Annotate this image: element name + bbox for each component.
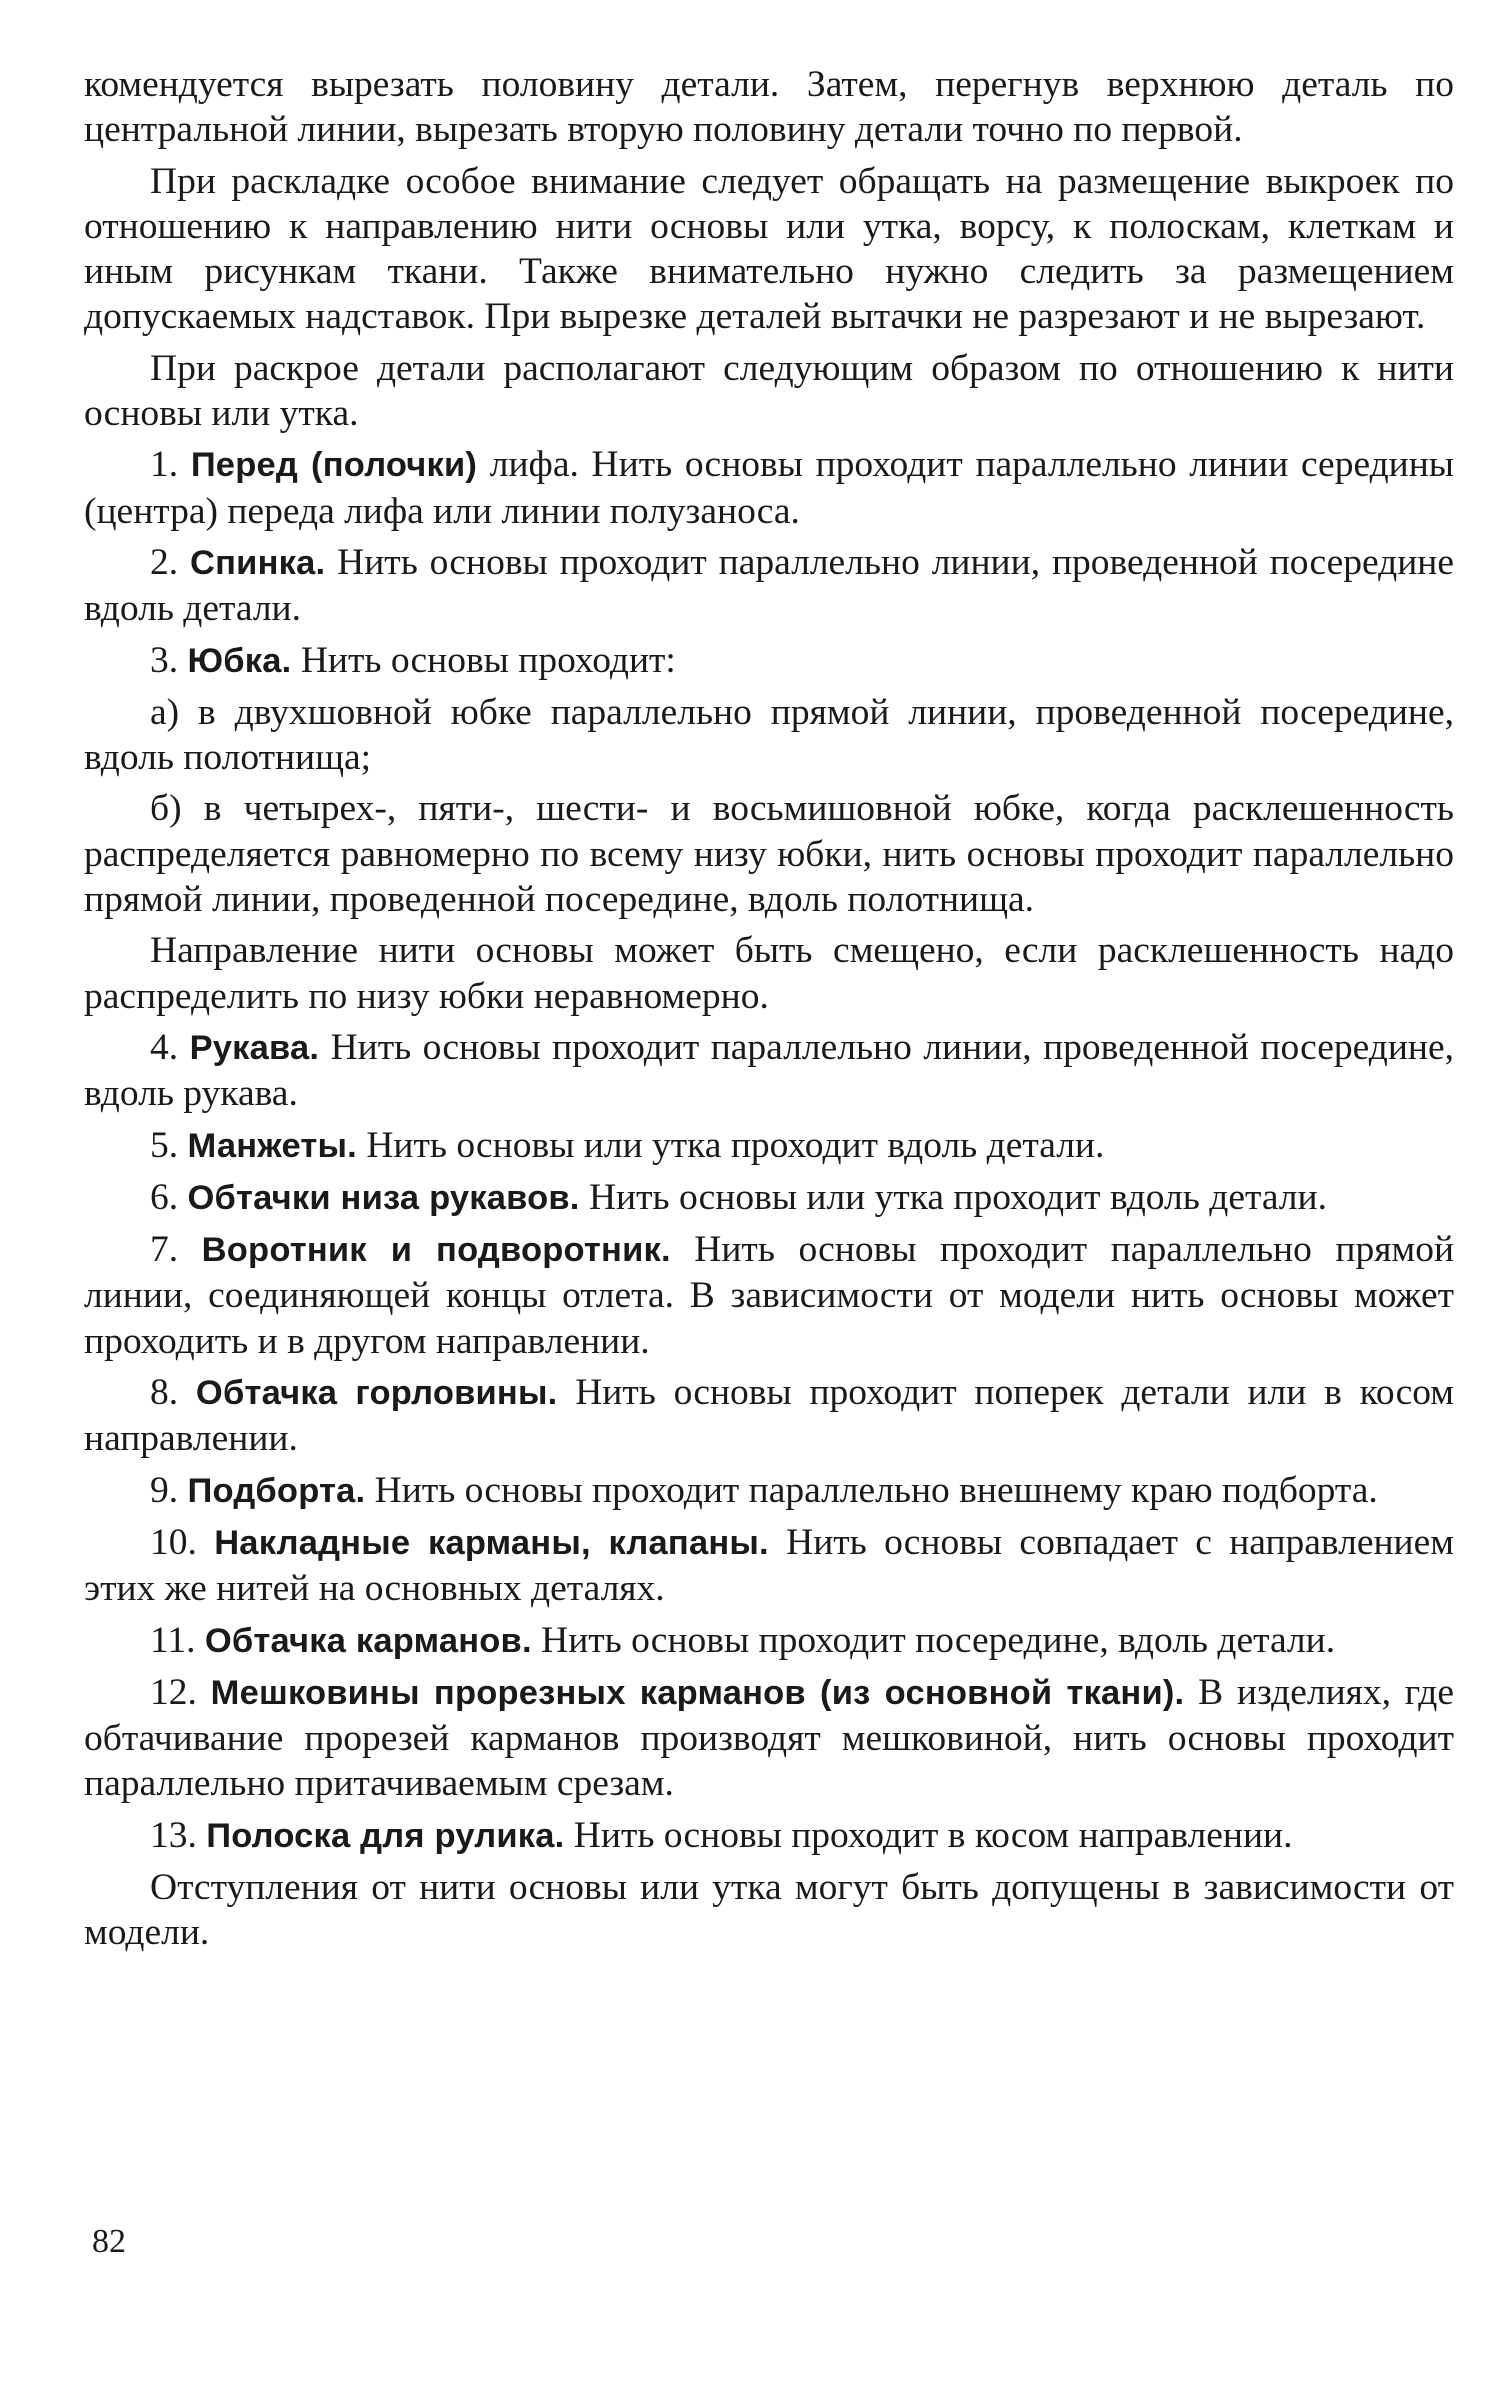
item-number: 11. bbox=[150, 1619, 196, 1661]
item-number: 8. bbox=[150, 1372, 179, 1414]
item-term: Обтачка карманов. bbox=[204, 1621, 532, 1660]
item-text: Нить основы проходит в косом направлении. bbox=[573, 1814, 1293, 1856]
item-number: 10. bbox=[150, 1521, 197, 1563]
item-text: Нить основы проходит параллельно внешнему краю подборта. bbox=[374, 1469, 1378, 1511]
item-number: 13. bbox=[150, 1814, 197, 1856]
item-term: Юбка. bbox=[187, 641, 292, 680]
list-item-2 bbox=[84, 540, 1454, 632]
item-term: Рукава. bbox=[189, 1028, 320, 1067]
item-text: лифа. Нить основы проходит параллельно линии середины (центра) переда лифа или линии полузаноса. bbox=[84, 444, 1455, 532]
item-text: В изделиях, где обтачивание прорезей карманов производят мешковиной, нить основы проходит параллельно притачиваемым срезам. bbox=[84, 1671, 1455, 1805]
paragraph-note bbox=[84, 928, 1454, 1019]
list-item-8 bbox=[84, 1370, 1454, 1462]
paragraph-text: б) в четырех-, пяти-, шести- и восьмишовной юбке, когда расклешенность распределяется равномерно по всему низу юбки, нить основы проходит параллельно прямой линии, проведенной посередине, вдоль полотнища. bbox=[84, 788, 1454, 921]
item-text: Нить основы или утка проходит вдоль детали. bbox=[366, 1124, 1105, 1166]
item-term: Мешковины прорезных карманов (из основной ткани). bbox=[210, 1673, 1185, 1712]
list-item-5 bbox=[84, 1123, 1454, 1169]
item-number: 5. bbox=[150, 1124, 179, 1166]
item-number: 1. bbox=[150, 444, 179, 486]
item-number: 9. bbox=[150, 1469, 179, 1511]
item-text: Нить основы проходит: bbox=[300, 639, 676, 681]
list-item-9 bbox=[84, 1468, 1454, 1514]
page-number: 82 bbox=[92, 2223, 126, 2260]
list-item-11 bbox=[84, 1618, 1454, 1664]
item-number: 7. bbox=[150, 1229, 179, 1271]
item-term: Обтачка горловины. bbox=[195, 1374, 558, 1413]
paragraph-text: Отступления от нити основы или утка могут быть допущены в зависимости от модели. bbox=[84, 1866, 1454, 1954]
list-item-3 bbox=[84, 638, 1454, 684]
item-text: Нить основы проходит посередине, вдоль детали. bbox=[541, 1619, 1336, 1661]
paragraph-text: Направление нити основы может быть смещено, если расклешенность надо распределить по низу юбки неравномерно. bbox=[84, 930, 1454, 1017]
item-term: Полоска для рулика. bbox=[206, 1816, 565, 1855]
item-text: Нить основы или утка проходит вдоль детали. bbox=[588, 1176, 1327, 1218]
paragraph-2 bbox=[84, 159, 1454, 340]
list-item-1 bbox=[84, 442, 1454, 534]
page-text bbox=[84, 62, 1454, 1962]
paragraph-text: а) в двухшовной юбке параллельно прямой линии, проведенной посередине, вдоль полотнища; bbox=[84, 691, 1454, 779]
paragraph-text: комендуется вырезать половину детали. Затем, перегнув верхнюю деталь по центральной линии, вырезать вторую половину детали точно по первой. bbox=[84, 64, 1454, 151]
item-text: Нить основы проходит поперек детали или в косом направлении. bbox=[84, 1372, 1455, 1460]
list-item-10 bbox=[84, 1520, 1454, 1612]
item-term: Спинка. bbox=[190, 543, 326, 582]
item-term: Накладные карманы, клапаны. bbox=[214, 1523, 769, 1562]
item-number: 12. bbox=[150, 1671, 197, 1713]
item-text: Нить основы проходит параллельно линии, проведенной посередине вдоль детали. bbox=[84, 541, 1454, 630]
paragraph-text: При раскладке особое внимание следует обращать на размещение выкроек по отношению к направлению нити основы или утка, ворсу, к полоскам, клеткам и иным рисункам ткани. Также внимательно нужно следить за размещением допускаемых надставок. При вырезке деталей вытачки не разрезают и не вырезают. bbox=[84, 160, 1454, 338]
list-item-12 bbox=[84, 1670, 1454, 1807]
item-number: 4. bbox=[150, 1026, 179, 1068]
item-text: Нить основы проходит параллельно прямой линии, соединяющей концы отлета. В зависимости от модели нить основы может проходить и в другом направлении. bbox=[84, 1229, 1455, 1362]
paragraph-3 bbox=[84, 346, 1454, 437]
list-item-6 bbox=[84, 1175, 1454, 1221]
item-number: 2. bbox=[150, 541, 179, 583]
paragraph-final bbox=[84, 1865, 1454, 1956]
sub-item-b bbox=[84, 786, 1454, 922]
item-term: Манжеты. bbox=[187, 1126, 357, 1165]
sub-item-a bbox=[84, 690, 1454, 781]
item-term: Обтачки низа рукавов. bbox=[187, 1178, 580, 1217]
item-term: Подборта. bbox=[187, 1471, 366, 1510]
item-text: Нить основы проходит параллельно линии, проведенной посередине, вдоль рукава. bbox=[84, 1026, 1455, 1115]
item-text: Нить основы совпадает с направлением этих же нитей на основных деталях. bbox=[84, 1521, 1454, 1610]
item-number: 3. bbox=[150, 639, 179, 681]
item-number: 6. bbox=[150, 1176, 179, 1218]
item-term: Перед (полочки) bbox=[190, 446, 478, 485]
list-item-4 bbox=[84, 1025, 1454, 1117]
paragraph-1 bbox=[84, 62, 1454, 153]
item-term: Воротник и подворотник. bbox=[201, 1231, 671, 1270]
list-item-13 bbox=[84, 1813, 1454, 1859]
list-item-7 bbox=[84, 1227, 1454, 1364]
paragraph-text: При раскрое детали располагают следующим образом по отношению к нити основы или утка. bbox=[84, 347, 1454, 435]
